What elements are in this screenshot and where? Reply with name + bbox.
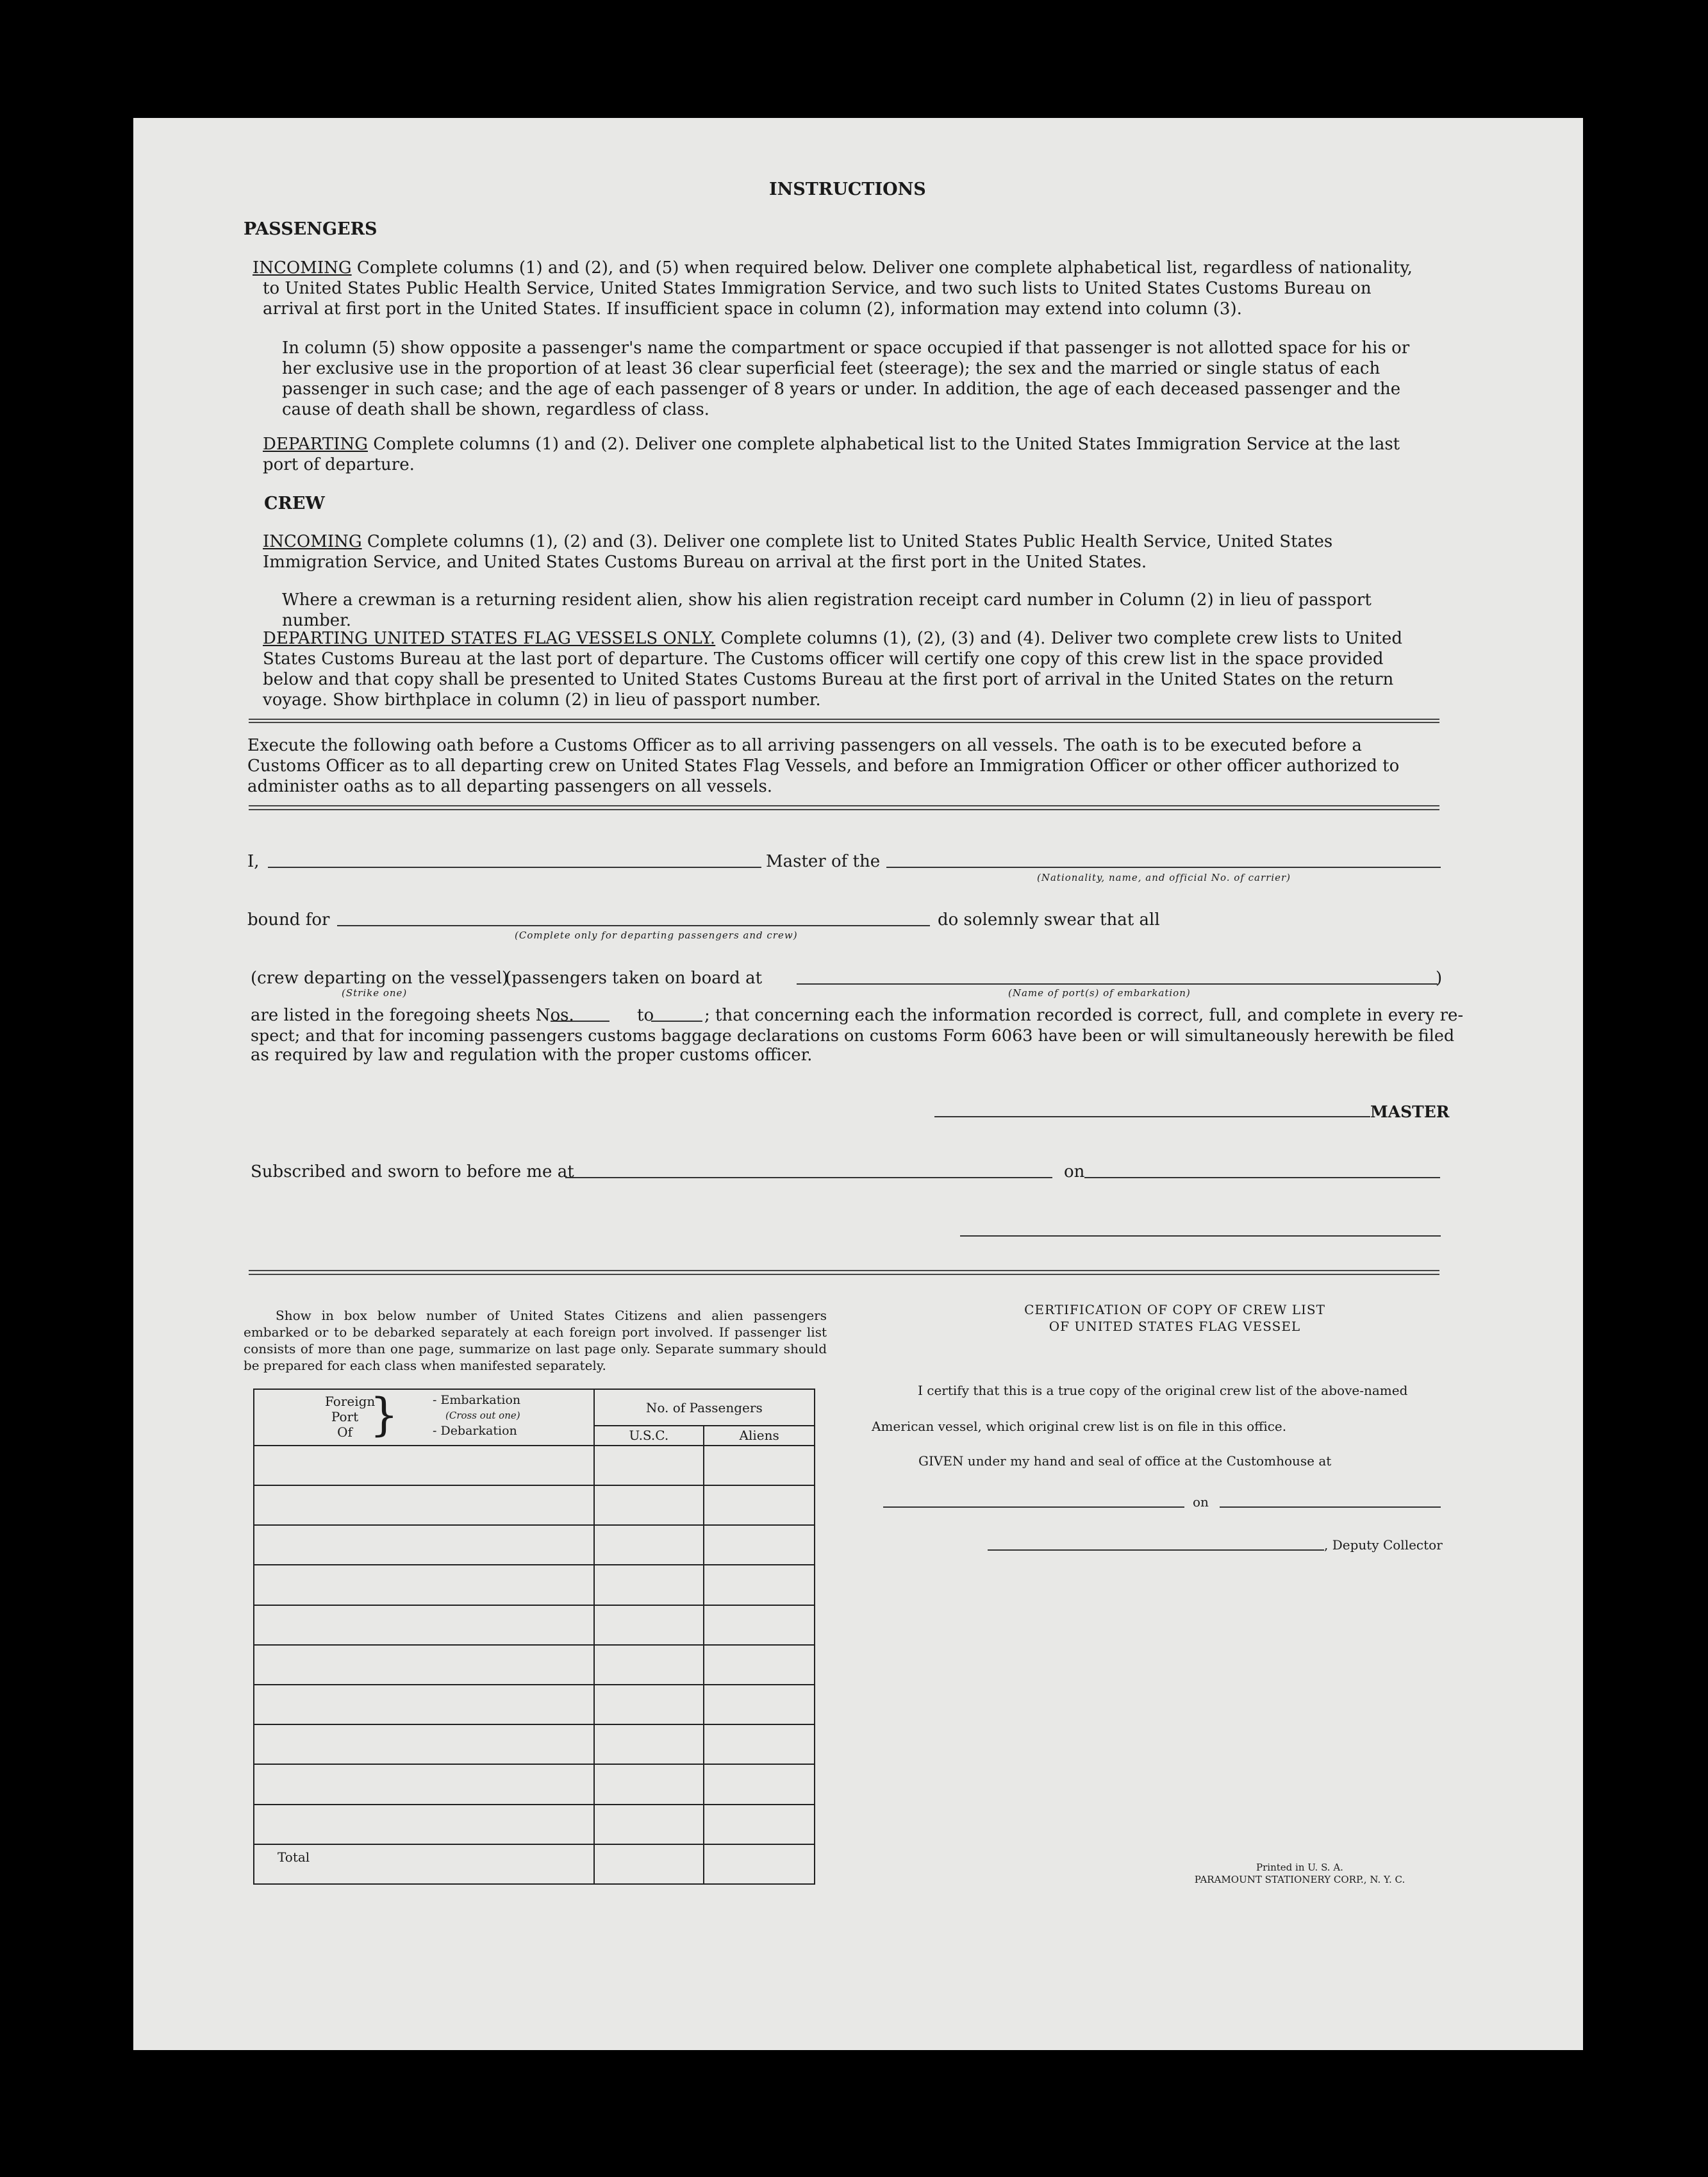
strike-one-caption: (Strike one): [342, 987, 408, 999]
aliens-cell[interactable]: [704, 1565, 815, 1605]
port-cell[interactable]: [254, 1724, 594, 1764]
carrier-field[interactable]: [886, 867, 1441, 868]
to-text: to: [637, 1006, 654, 1025]
cross-out-note: (Cross out one): [445, 1410, 520, 1421]
sheet-to-field[interactable]: [651, 1021, 702, 1022]
usc-cell[interactable]: [594, 1724, 704, 1764]
port-cell[interactable]: [254, 1685, 594, 1724]
table-row: [254, 1645, 815, 1685]
certification-date-field[interactable]: [1220, 1506, 1441, 1508]
port-cell[interactable]: [254, 1446, 594, 1485]
usc-cell[interactable]: [594, 1485, 704, 1525]
vessel-text: American vessel, which original crew list is on file in this office.: [872, 1419, 1287, 1434]
embarkation-ports-field[interactable]: [797, 983, 1438, 985]
passengers-column5-paragraph: In column (5) show opposite a passenger's name the compartment or space occupied if that passenger is not allotted space for his or her exclusive use in the proportion of at least 36 clear superficial feet (steerage); the sex and the married or single status of each passenger in such case; and the age of each passenger of 8 years or under. In addition, the age of each deceased passenger and the cause of death shall be shown, regardless of class.: [282, 338, 1410, 419]
crew-incoming-label: INCOMING: [263, 532, 362, 551]
brace-icon: }: [370, 1389, 399, 1441]
debarkation-option[interactable]: - Debarkation: [433, 1424, 517, 1438]
master-of-label: Master of the: [766, 852, 881, 871]
listed-line-1: ; that concerning each the information recorded is correct, full, and complete in every re-: [704, 1006, 1464, 1025]
listed-line-2: spect; and that for incoming passengers customs baggage declarations on customs Form 6063 have been or will simultaneously herewith be filed: [251, 1026, 1455, 1045]
passengers-departing-paragraph: [263, 434, 1423, 475]
usc-cell[interactable]: [594, 1805, 704, 1844]
port-label: Port: [331, 1409, 359, 1424]
crew-departing-option[interactable]: (crew departing on the vessel): [251, 969, 509, 988]
divider: [249, 805, 1439, 806]
customhouse-field[interactable]: [883, 1506, 1184, 1508]
table-row: [254, 1485, 815, 1525]
aliens-cell[interactable]: [704, 1645, 815, 1685]
table-row: [254, 1605, 815, 1645]
passengers-departing-text: Complete columns (1) and (2). Deliver one complete alphabetical list to the United States Immigration Service at the last port of departure.: [263, 435, 1400, 474]
oath-i-label: I,: [247, 852, 260, 871]
port-header-cell: [254, 1389, 594, 1446]
passenger-summary-table: [253, 1389, 815, 1885]
port-cell[interactable]: [254, 1565, 594, 1605]
passengers-header-cell: No. of Passengers: [594, 1389, 815, 1426]
table-row: [254, 1446, 815, 1485]
table-row: [254, 1685, 815, 1724]
listed-sheets-text: are listed in the foregoing sheets Nos.: [251, 1006, 574, 1025]
table-row: [254, 1764, 815, 1804]
bound-for-field[interactable]: [337, 925, 930, 926]
foreign-label: Foreign: [325, 1394, 376, 1409]
sheet-from-field[interactable]: [551, 1021, 609, 1022]
aliens-cell[interactable]: [704, 1764, 815, 1804]
oath-instruction: Execute the following oath before a Customs Officer as to all arriving passengers on all vessels. The oath is to be executed before a Customs Officer as to all departing crew on United States Flag Vessels, and before an Immigration Officer or other officer authorized to administer oaths as to all departing passengers on all vessels.: [247, 736, 1400, 796]
carrier-caption: (Nationality, name, and official No. of carrier): [1037, 872, 1291, 883]
close-paren: ): [1436, 969, 1443, 988]
certification-heading-line-2: OF UNITED STATES FLAG VESSEL: [1049, 1319, 1301, 1334]
embark-debark-stack: [433, 1392, 520, 1439]
listed-line-3: as required by law and regulation with the proper customs officer.: [251, 1046, 813, 1065]
aliens-cell[interactable]: [704, 1685, 815, 1724]
printer-line-2: PARAMOUNT STATIONERY CORP., N. Y. C.: [1194, 1874, 1405, 1885]
officer-signature-field[interactable]: [960, 1235, 1441, 1237]
summary-instruction: Show in box below number of United States Citizens and alien passengers embarked or to be debarked separately at each foreign port involved. If passenger list consists of more than one page, summarize on last page only. Separate summary should be prepared for each class when manifested separately.: [244, 1308, 827, 1373]
total-label: Total: [254, 1844, 594, 1884]
passengers-departing-label: DEPARTING: [263, 435, 368, 454]
passengers-taken-option[interactable]: (passengers taken on board at: [505, 969, 763, 988]
aliens-total-cell[interactable]: [704, 1844, 815, 1884]
certification-heading-line-1: CERTIFICATION OF COPY OF CREW LIST: [1024, 1302, 1325, 1317]
bound-for-label: bound for: [247, 910, 330, 930]
port-cell[interactable]: [254, 1525, 594, 1565]
certification-on-label: on: [1193, 1494, 1209, 1510]
port-cell[interactable]: [254, 1645, 594, 1685]
embarkation-option[interactable]: - Embarkation: [433, 1393, 521, 1407]
usc-cell[interactable]: [594, 1645, 704, 1685]
deputy-collector-label: , Deputy Collector: [1324, 1537, 1443, 1553]
aliens-cell[interactable]: [704, 1446, 815, 1485]
usc-cell[interactable]: [594, 1525, 704, 1565]
port-label-stack: [325, 1394, 376, 1440]
port-cell[interactable]: [254, 1764, 594, 1804]
sworn-place-field[interactable]: [565, 1177, 1052, 1178]
table-header-row: [254, 1389, 815, 1426]
aliens-cell[interactable]: [704, 1605, 815, 1645]
aliens-cell[interactable]: [704, 1485, 815, 1525]
of-label: Of: [337, 1424, 352, 1440]
passengers-incoming-text: Complete columns (1) and (2), and (5) when required below. Deliver one complete alphabetical list, regardless of nationality, to United States Public Health Service, United States Immigration Service, and two such lists to United States Customs Bureau on arrival at first port in the United States. If insufficient space in column (2), information may extend into column (3).: [263, 258, 1413, 319]
usc-cell[interactable]: [594, 1605, 704, 1645]
port-cell[interactable]: [254, 1805, 594, 1844]
certification-heading: [992, 1301, 1357, 1335]
printer-line-1: Printed in U. S. A.: [1256, 1862, 1343, 1873]
crew-resident-paragraph: Where a crewman is a returning resident alien, show his alien registration receipt card number in Column (2) in lieu of passport number.: [282, 590, 1372, 630]
table-row: [254, 1525, 815, 1565]
form-sheet: [133, 118, 1583, 2050]
usc-cell[interactable]: [594, 1446, 704, 1485]
page-title: INSTRUCTIONS: [769, 179, 926, 199]
divider: [249, 722, 1439, 723]
crew-incoming-paragraph: [263, 531, 1423, 572]
swear-text: do solemnly swear that all: [938, 910, 1160, 930]
deputy-signature-field[interactable]: [988, 1549, 1324, 1551]
sworn-date-field[interactable]: [1084, 1177, 1440, 1178]
passengers-heading: PASSENGERS: [244, 219, 377, 239]
crew-flag-label: DEPARTING UNITED STATES FLAG VESSELS ONLY.: [263, 629, 716, 648]
master-name-field[interactable]: [268, 867, 761, 868]
table-row: [254, 1724, 815, 1764]
divider: [249, 1274, 1439, 1275]
passengers-incoming-label: INCOMING: [253, 258, 352, 278]
sworn-on-label: on: [1064, 1162, 1085, 1181]
subscribed-text: Subscribed and sworn to before me at: [251, 1162, 574, 1181]
crew-heading: CREW: [264, 494, 325, 513]
aliens-cell[interactable]: [704, 1525, 815, 1565]
ports-caption: (Name of port(s) of embarkation): [1008, 987, 1191, 999]
passengers-incoming-paragraph: [253, 258, 1423, 319]
usc-cell[interactable]: [594, 1764, 704, 1804]
aliens-cell[interactable]: [704, 1724, 815, 1764]
usc-header-cell: U.S.C.: [594, 1426, 704, 1446]
crew-flag-paragraph: [263, 628, 1423, 710]
master-signature-field[interactable]: [934, 1116, 1370, 1117]
total-row: [254, 1844, 815, 1884]
table-row: [254, 1565, 815, 1605]
crew-flag-text: Complete columns (1), (2), (3) and (4). Deliver two complete crew lists to United States Customs Bureau at the last port of departure. The Customs officer will certify one copy of this crew list in the space provided below and that copy shall be presented to United States Customs Bureau at the first port of arrival in the United States on the return voyage. Show birthplace in column (2) in lieu of passport number.: [263, 629, 1403, 710]
port-cell[interactable]: [254, 1485, 594, 1525]
usc-cell[interactable]: [594, 1565, 704, 1605]
divider: [249, 719, 1439, 720]
given-text: GIVEN under my hand and seal of office at the Customhouse at: [918, 1453, 1332, 1469]
table-row: [254, 1805, 815, 1844]
certify-text: I certify that this is a true copy of the original crew list of the above-named: [918, 1383, 1408, 1398]
usc-cell[interactable]: [594, 1685, 704, 1724]
usc-total-cell[interactable]: [594, 1844, 704, 1884]
bound-for-caption: (Complete only for departing passengers and crew): [515, 930, 798, 941]
divider: [249, 809, 1439, 810]
master-label: MASTER: [1370, 1103, 1450, 1121]
printer-imprint: [1172, 1862, 1428, 1886]
crew-incoming-text: Complete columns (1), (2) and (3). Deliver one complete list to United States Public Health Service, United States Immigration Service, and United States Customs Bureau on arrival at the first port in the United States.: [263, 532, 1333, 572]
port-cell[interactable]: [254, 1605, 594, 1645]
divider: [249, 1270, 1439, 1271]
aliens-header-cell: Aliens: [704, 1426, 815, 1446]
aliens-cell[interactable]: [704, 1805, 815, 1844]
